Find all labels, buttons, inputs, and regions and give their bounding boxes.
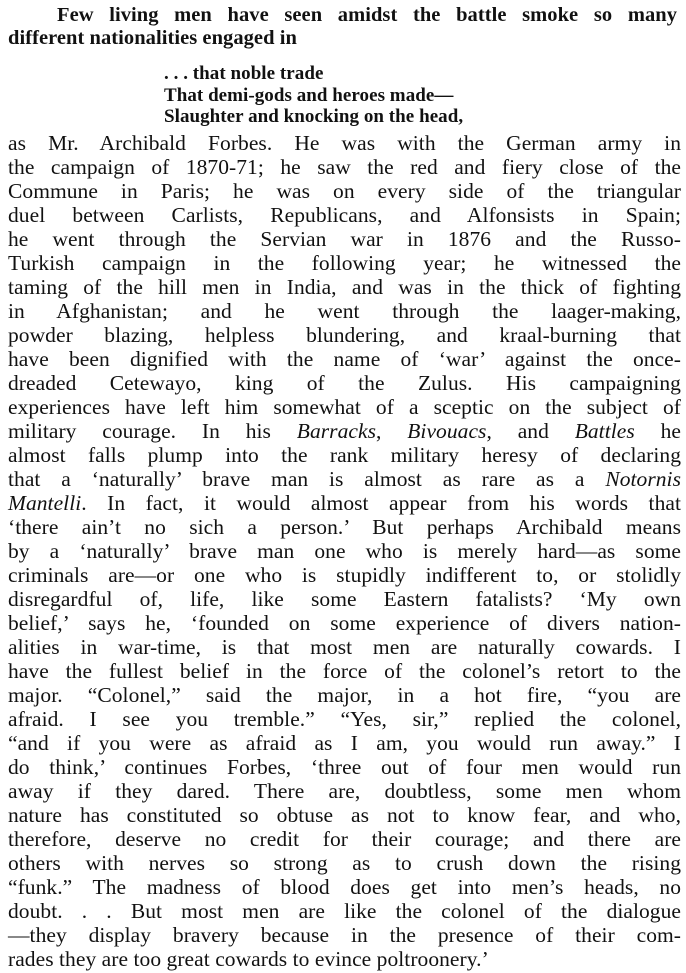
body-line-14: almost falls plump into the rank military heresy of declaring xyxy=(8,443,681,467)
body-line-34: —they display bravery because in the presence of their com- xyxy=(8,923,681,947)
book-title-barracks: Barracks xyxy=(296,419,376,443)
body-line-22: alities in war-time, is that most men are naturally cowards. I xyxy=(8,635,681,659)
verse-line-3: Slaughter and knocking on the head, xyxy=(164,106,464,127)
body-line-17: ‘there ain’t no sich a person.’ But perhaps Archibald means xyxy=(8,515,681,539)
body-line-30: therefore, deserve no credit for their courage; and there are xyxy=(8,827,681,851)
body-line-23: have the fullest belief in the force of the colonel’s retort to the xyxy=(8,659,681,683)
body-line-32: “funk.” The madness of blood does get into men’s heads, no xyxy=(8,875,681,899)
body-line-8: in Afghanistan; and he went through the laager-making, xyxy=(8,299,681,323)
separator-and: , and xyxy=(486,419,549,443)
intro-line-1: Few living men have seen amidst the battle smoke so many xyxy=(57,4,677,26)
book-title-bivouacs: Bivouacs xyxy=(407,419,487,443)
body-line-5: he went through the Servian war in 1876 and the Russo- xyxy=(8,227,681,251)
body-line-35: rades they are too great cowards to evince poltroonery.’ xyxy=(8,947,489,971)
body-line-33: doubt. . . But most men are like the colonel of the dialogue xyxy=(8,899,681,923)
species-name-mantelli: Mantelli xyxy=(8,491,82,515)
body-line-6: Turkish campaign in the following year; he witnessed the xyxy=(8,251,681,275)
verse-line-2: That demi-gods and heroes made— xyxy=(164,85,454,106)
body-line-19: criminals are—or one who is stupidly indifferent to, or stolidly xyxy=(8,563,681,587)
separator-comma: , xyxy=(376,419,382,443)
body-line-7: taming of the hill men in India, and was in the thick of fighting xyxy=(8,275,681,299)
body-line-10: have been dignified with the name of ‘war’ against the once- xyxy=(8,347,681,371)
intro-line-2: different nationalities engaged in xyxy=(8,27,297,49)
body-line-13 xyxy=(8,419,681,443)
body-line-12: experiences have left him somewhat of a sceptic on the subject of xyxy=(8,395,681,419)
body-line-4: duel between Carlists, Republicans, and Alfonsists in Spain; xyxy=(8,203,681,227)
verse-line-1: . . . that noble trade xyxy=(164,63,324,84)
body-line-13-end: he xyxy=(660,419,681,443)
body-line-27: do think,’ continues Forbes, ‘three out of four men would run xyxy=(8,755,681,779)
species-name-notornis: Notornis xyxy=(605,467,681,491)
body-line-24: major. “Colonel,” said the major, in a hot fire, “you are xyxy=(8,683,681,707)
body-line-18: by a ‘naturally’ brave man one who is merely hard—as some xyxy=(8,539,681,563)
body-line-26: “and if you were as afraid as I am, you would run away.” I xyxy=(8,731,681,755)
body-line-21: belief,’ says he, ‘founded on some experience of divers nation- xyxy=(8,611,681,635)
body-line-3: Commune in Paris; he was on every side of the triangular xyxy=(8,179,681,203)
body-line-20: disregardful of, life, like some Eastern fatalists? ‘My own xyxy=(8,587,681,611)
body-line-16-text: . In fact, it would almost appear from his words that xyxy=(81,491,681,515)
body-line-15 xyxy=(8,467,681,491)
body-line-28: away if they dared. There are, doubtless, some men whom xyxy=(8,779,681,803)
body-line-16 xyxy=(8,491,681,515)
body-line-31: others with nerves so strong as to crush down the rising xyxy=(8,851,681,875)
body-line-2: the campaign of 1870-71; he saw the red and fiery close of the xyxy=(8,155,681,179)
body-line-29: nature has constituted so obtuse as not to know fear, and who, xyxy=(8,803,681,827)
body-line-15-text: that a ‘naturally’ brave man is almost as rare as a xyxy=(8,467,585,491)
body-line-25: afraid. I see you tremble.” “Yes, sir,” replied the colonel, xyxy=(8,707,681,731)
book-title-battles: Battles xyxy=(574,419,635,443)
body-line-11: dreaded Cetewayo, king of the Zulus. His campaigning xyxy=(8,371,681,395)
body-line-13-text: military courage. In his xyxy=(8,419,271,443)
body-line-1: as Mr. Archibald Forbes. He was with the German army in xyxy=(8,131,681,155)
body-line-9: powder blazing, helpless blundering, and kraal-burning that xyxy=(8,323,681,347)
